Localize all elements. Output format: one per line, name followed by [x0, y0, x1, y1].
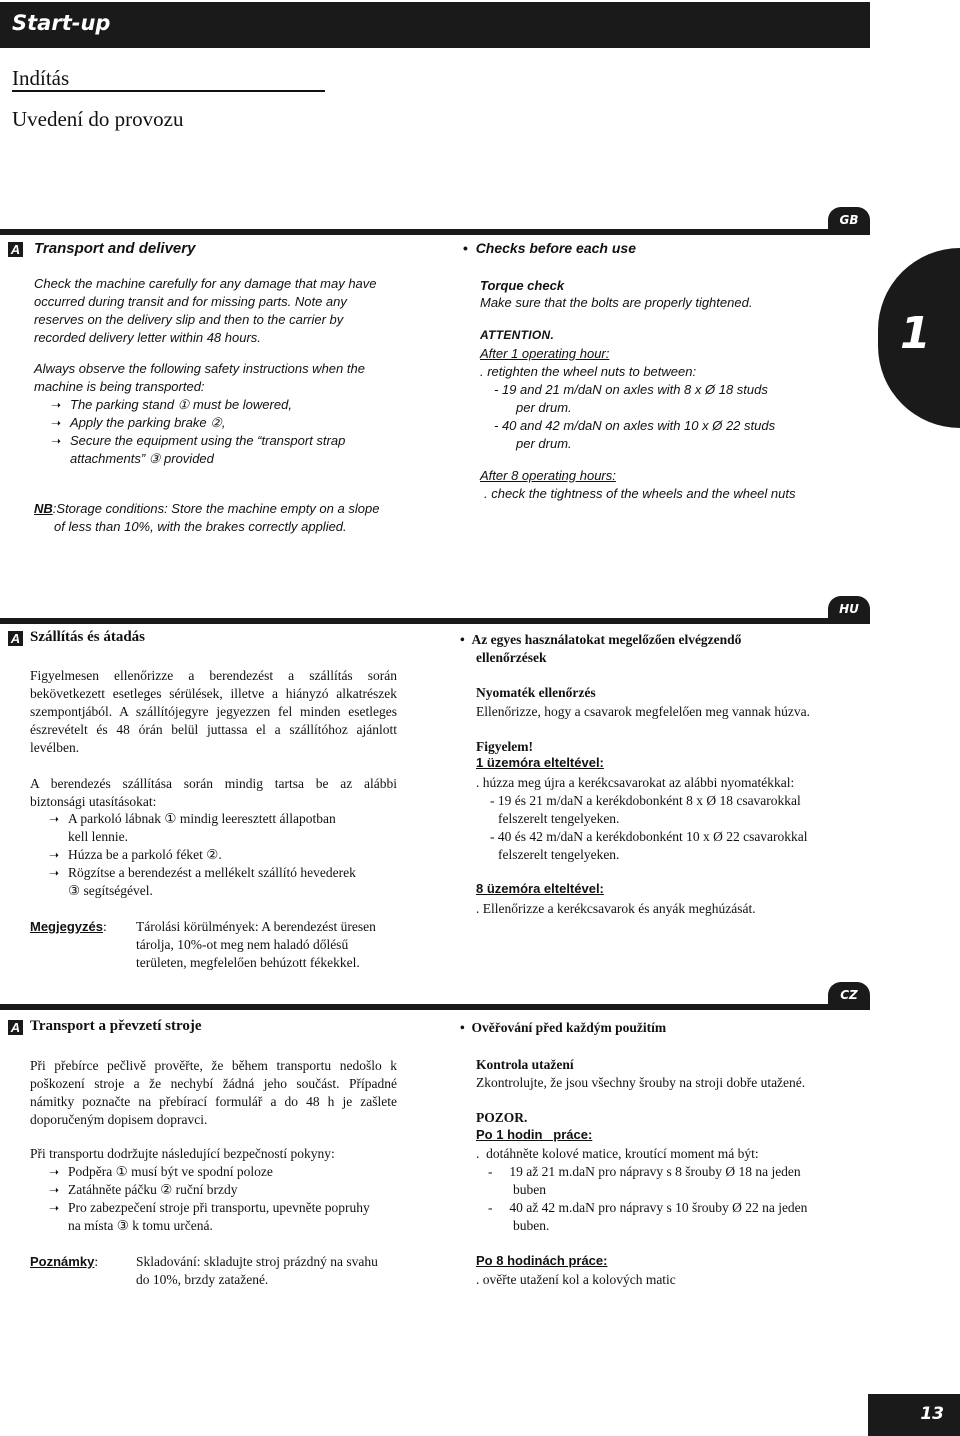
- section-rule-hu: [0, 618, 870, 624]
- title-hu: Indítás: [12, 66, 70, 90]
- hu-right-heading: • Az egyes használatokat megelőzően elvégzendő ellenőrzések: [460, 632, 742, 665]
- gb-steps: [42, 396, 402, 468]
- section-badge-hu: A: [8, 631, 23, 646]
- gb-intro-line: Check the machine carefully for any damage that may have: [34, 276, 377, 291]
- hu-after1-items: [476, 774, 808, 864]
- list-item: buben: [513, 1182, 546, 1197]
- arrow-right-icon: ➝: [48, 1165, 60, 1179]
- arrow-right-icon: ➝: [50, 434, 62, 448]
- list-item: per drum.: [516, 436, 572, 451]
- hu-attention: Figyelem!: [476, 739, 533, 754]
- gb-right-heading: • Checks before each use: [463, 240, 636, 256]
- arrow-right-icon: ➝: [48, 848, 60, 862]
- list-item: - 40 až 42 m.daN pro nápravy s 10 šrouby Ø 22 na jeden: [488, 1200, 808, 1215]
- gb-after8: After 8 operating hours:: [480, 468, 616, 483]
- gb-torque-heading: Torque check: [480, 278, 565, 293]
- list-item: - 19 and 21 m/daN on axles with 8 x Ø 18 studs: [494, 382, 768, 397]
- list-item: ➝ Húzza be a parkoló féket ②.: [40, 846, 420, 864]
- list-item: - 40 and 42 m/daN on axles with 10 x Ø 22 studs: [494, 418, 776, 433]
- cz-steps: [40, 1163, 420, 1235]
- hu-note-label: Megjegyzés:: [30, 919, 107, 934]
- list-item: felszerelt tengelyeken.: [498, 847, 620, 862]
- arrow-right-icon: ➝: [48, 812, 60, 826]
- hu-left-heading: Szállítás és átadás: [30, 629, 146, 645]
- page-number: 13: [920, 1404, 944, 1424]
- gb-intro-line: recorded delivery letter within 48 hours.: [34, 330, 261, 345]
- hu-safety: A berendezés szállítása során mindig tartsa be az alábbi biztonsági utasításokat:: [30, 776, 397, 809]
- list-item: ➝ Apply the parking brake ②,: [42, 414, 402, 432]
- list-item: . retighten the wheel nuts to between:: [480, 364, 697, 379]
- arrow-right-icon: ➝: [48, 1201, 60, 1215]
- gb-intro-line: reserves on the delivery slip and then to the carrier by: [34, 312, 344, 327]
- hu-after8-item: . Ellenőrizze a kerékcsavarok és anyák meghúzását.: [476, 901, 756, 916]
- gb-safety-line: machine is being transported:: [34, 379, 205, 394]
- cz-after1-items: [476, 1145, 807, 1235]
- hu-torque-text: Ellenőrizze, hogy a csavarok megfelelően meg vannak húzva.: [476, 704, 810, 719]
- gb-safety: [34, 360, 394, 396]
- list-item: buben.: [513, 1218, 550, 1233]
- gb-after8-item: . check the tightness of the wheels and the wheel nuts: [484, 486, 796, 501]
- bullet-icon: •: [460, 1020, 472, 1035]
- bullet-icon: •: [463, 240, 476, 256]
- cz-note-text: Skladování: skladujte stroj prázdný na svahu do 10%, brzdy zatažené.: [136, 1254, 378, 1287]
- cz-torque-heading: Kontrola utažení: [476, 1057, 574, 1072]
- gb-intro: [34, 275, 394, 347]
- cz-after1: Po 1 hodin práce:: [476, 1127, 593, 1142]
- list-item: ➝ A parkoló lábnak ① mindig leeresztett állapotban: [40, 810, 420, 828]
- chapter-tab: [878, 248, 960, 428]
- hu-intro: Figyelmesen ellenőrizze a berendezést a szállítás során bekövetkezett esetleges sérülések, illetve a hiányzó alkatrészek szempontjából. A szállítójegyre jegyezzen fel minden esetleges észrevételt és 48 órán belül juttassa el a szállítóhoz ajánlott levélben.: [30, 668, 397, 755]
- page-number-box: [868, 1394, 960, 1436]
- hu-steps: [40, 810, 420, 900]
- arrow-right-icon: ➝: [50, 416, 62, 430]
- list-item: ➝ Pro zabezpečení stroje při transportu, upevněte popruhy: [40, 1199, 420, 1217]
- list-item: ➝ Podpěra ① musí být ve spodní poloze: [40, 1163, 420, 1181]
- list-item: na místa ③ k tomu určená.: [68, 1218, 213, 1233]
- list-item: ➝ Zatáhněte páčku ② ruční brzdy: [40, 1181, 420, 1199]
- gb-after1: After 1 operating hour:: [480, 346, 610, 361]
- list-item: attachments” ③ provided: [70, 451, 214, 466]
- list-item: per drum.: [516, 400, 572, 415]
- list-item: . dotáhněte kolové matice, kroutící moment má být:: [476, 1146, 759, 1161]
- list-item: - 19 és 21 m/daN a kerékdobonként 8 x Ø 18 csavarokkal: [490, 793, 801, 808]
- arrow-right-icon: ➝: [50, 398, 62, 412]
- page-header-bar: [0, 2, 870, 48]
- cz-safety: Při transportu dodržujte následující bezpečností pokyny:: [30, 1146, 335, 1161]
- lang-tab-hu: HU: [828, 596, 870, 622]
- title-cz: Uvedení do provozu: [12, 107, 184, 131]
- section-rule-gb: [0, 229, 870, 235]
- bullet-icon: •: [460, 632, 472, 647]
- chapter-number: 1: [900, 308, 931, 359]
- hu-torque-heading: Nyomaték ellenőrzés: [476, 685, 596, 700]
- list-item: . húzza meg újra a kerékcsavarokat az alábbi nyomatékkal:: [476, 775, 795, 790]
- list-item: ③ segítségével.: [68, 883, 153, 898]
- lang-tab-gb: GB: [828, 207, 870, 233]
- gb-after1-items: [480, 363, 775, 453]
- cz-note-label: Poznámky:: [30, 1254, 99, 1269]
- cz-attention: POZOR.: [476, 1110, 528, 1125]
- gb-left-heading: Transport and delivery: [34, 240, 196, 257]
- list-item: kell lennie.: [68, 829, 128, 844]
- cz-after8: Po 8 hodinách práce:: [476, 1253, 608, 1268]
- section-badge-gb: A: [8, 242, 23, 257]
- cz-intro: Při přebírce pečlivě prověřte, že během transportu nedošlo k poškození stroje a že nechybí žádná jeho součást. Případné námitky poznačte na přebírací formulář a do 48 h je zašlete doporučeným dopisem dopravci.: [30, 1058, 397, 1127]
- cz-left-heading: Transport a převzetí stroje: [30, 1018, 202, 1034]
- page-header-title: Start-up: [12, 11, 111, 35]
- cz-after8-item: . ověřte utažení kol a kolových matic: [476, 1272, 676, 1287]
- list-item: ➝ The parking stand ① must be lowered,: [42, 396, 402, 414]
- gb-nb: NB:Storage conditions: Store the machine empty on a slope of less than 10%, with the brakes correctly applied.: [34, 501, 380, 534]
- section-badge-cz: A: [8, 1020, 23, 1035]
- lang-tab-cz: CZ: [828, 982, 870, 1008]
- arrow-right-icon: ➝: [48, 866, 60, 880]
- gb-safety-line: Always observe the following safety instructions when the: [34, 361, 365, 376]
- gb-intro-line: occurred during transit and for missing parts. Note any: [34, 294, 347, 309]
- hu-note-text: Tárolási körülmények: A berendezést üresen tárolja, 10%-ot meg nem haladó dőlésű területen, megfelelően behúzott fékekkel.: [136, 919, 376, 970]
- list-item: ➝ Rögzítse a berendezést a mellékelt szállító hevederek: [40, 864, 420, 882]
- hu-after1: 1 üzemóra elteltével:: [476, 755, 604, 770]
- title-divider: [12, 90, 325, 92]
- hu-after8: 8 üzemóra elteltével:: [476, 881, 604, 896]
- section-rule-cz: [0, 1004, 870, 1010]
- list-item: felszerelt tengelyeken.: [498, 811, 620, 826]
- gb-attention: ATTENTION.: [480, 328, 555, 342]
- gb-nb-label: NB: [34, 501, 53, 516]
- cz-right-heading: • Ověřování před každým použitím: [460, 1020, 667, 1035]
- list-item: - 40 és 42 m/daN a kerékdobonként 10 x Ø 22 csavarokkal: [490, 829, 808, 844]
- cz-torque-text: Zkontrolujte, že jsou všechny šrouby na stroji dobře utažené.: [476, 1075, 806, 1090]
- gb-torque-text: Make sure that the bolts are properly tightened.: [480, 295, 753, 310]
- list-item: ➝ Secure the equipment using the “transport strap: [42, 432, 402, 450]
- arrow-right-icon: ➝: [48, 1183, 60, 1197]
- list-item: - 19 až 21 m.daN pro nápravy s 8 šrouby Ø 18 na jeden: [488, 1164, 801, 1179]
